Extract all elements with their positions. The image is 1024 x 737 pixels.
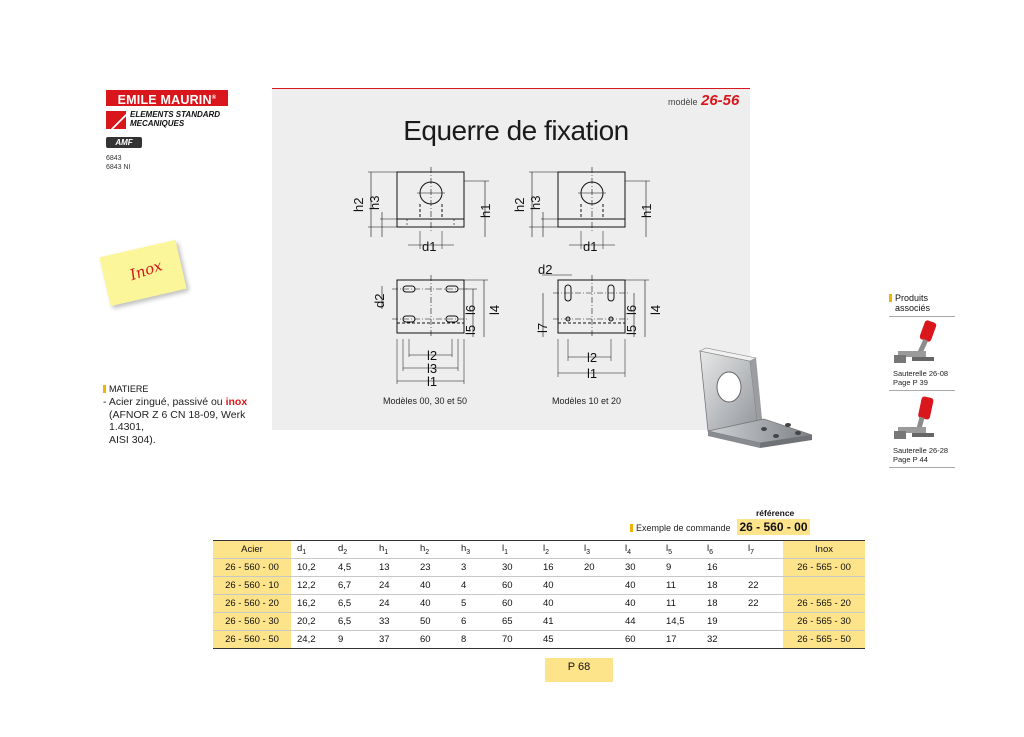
dim-h1-right: h1 <box>639 203 654 218</box>
table-row <box>213 559 865 577</box>
dimension-cell: 30 <box>496 559 537 577</box>
table-row <box>213 613 865 631</box>
steel-reference-cell: 26 - 560 - 50 <box>213 631 291 649</box>
dimension-cell: 23 <box>414 559 455 577</box>
material-inox-word: inox <box>225 396 248 408</box>
dim-h3-left: h3 <box>367 195 382 210</box>
dimension-cell: 20 <box>578 559 619 577</box>
bullet-icon <box>630 524 633 532</box>
dimension-cell: 14,5 <box>660 613 701 631</box>
toggle-clamp-image[interactable] <box>892 395 944 443</box>
table-header-cell: $h_2$ <box>414 541 455 559</box>
inox-sticky-note <box>99 240 186 306</box>
dimension-cell: 50 <box>414 613 455 631</box>
table-row <box>213 595 865 613</box>
dim-l3-left: l3 <box>427 361 438 376</box>
dim-h1-left: h1 <box>478 203 493 218</box>
table-header-cell: $l_6$ <box>701 541 742 559</box>
dimension-cell: 6 <box>455 613 496 631</box>
dimension-cell <box>742 631 783 649</box>
dimension-cell: 19 <box>701 613 742 631</box>
dim-l6-right: l6 <box>624 304 639 315</box>
dim-d1-right: d1 <box>583 239 598 254</box>
dimension-cell: 6,5 <box>332 613 373 631</box>
related-item-1-name: Sauterelle 26-08 <box>893 369 949 378</box>
dim-l1-right: l1 <box>587 366 598 381</box>
dimension-cell: 18 <box>701 577 742 595</box>
material-heading: MATIERE <box>103 384 148 394</box>
dimension-cell: 40 <box>619 577 660 595</box>
page-number: P 68 <box>545 658 613 682</box>
material-line1: - Acier zingué, passivé ou <box>103 396 226 408</box>
dimension-cell: 40 <box>414 577 455 595</box>
dim-h2-left: h2 <box>351 197 366 212</box>
dimension-cell <box>578 631 619 649</box>
model-label: modèle <box>668 97 698 107</box>
dim-l4-right: l4 <box>648 304 663 315</box>
related-item-2-page: Page P 44 <box>893 455 928 464</box>
table-header-cell: $l_2$ <box>537 541 578 559</box>
dimension-cell: 40 <box>537 595 578 613</box>
dimension-cell <box>742 559 783 577</box>
afnor-badge: AMF <box>106 137 142 148</box>
table-header-cell: $l_1$ <box>496 541 537 559</box>
steel-reference-cell: 26 - 560 - 20 <box>213 595 291 613</box>
page-title: Equerre de fixation <box>403 115 629 146</box>
dimension-cell: 4,5 <box>332 559 373 577</box>
dimension-cell: 3 <box>455 559 496 577</box>
related-divider <box>889 467 955 468</box>
dimension-cell: 40 <box>537 577 578 595</box>
dimension-cell: 11 <box>660 577 701 595</box>
dim-l4-left: l4 <box>487 304 502 315</box>
front-view-right <box>512 167 654 254</box>
brand-sub-line1: ELEMENTS STANDARD <box>130 110 221 119</box>
table-header-cell: $l_4$ <box>619 541 660 559</box>
dimension-cell: 4 <box>455 577 496 595</box>
caption-models-10-20: Modèles 10 et 20 <box>552 396 622 406</box>
related-item-2[interactable] <box>893 446 948 464</box>
steel-reference-cell: 26 - 560 - 00 <box>213 559 291 577</box>
bullet-icon <box>103 385 106 393</box>
table-body <box>213 559 865 649</box>
dimension-cell: 60 <box>414 631 455 649</box>
material-description <box>103 396 278 446</box>
spec-table <box>213 540 865 649</box>
dimension-cell <box>578 595 619 613</box>
dimension-cell <box>578 577 619 595</box>
dimension-cell: 40 <box>619 595 660 613</box>
dimension-cell: 45 <box>537 631 578 649</box>
dimension-cell: 16 <box>701 559 742 577</box>
dimension-cell: 18 <box>701 595 742 613</box>
model-number: 26-56 <box>701 92 740 109</box>
plan-view-right <box>535 262 663 381</box>
reference-label: référence <box>756 508 795 518</box>
dimension-cell: 6,7 <box>332 577 373 595</box>
dim-d2-right: d2 <box>538 262 553 277</box>
dim-l2-right: l2 <box>587 350 598 365</box>
dim-l5-right: l5 <box>624 324 639 335</box>
dimension-cell: 30 <box>619 559 660 577</box>
dimension-cell: 22 <box>742 595 783 613</box>
dimension-cell: 24,2 <box>291 631 332 649</box>
table-header-cell: $l_3$ <box>578 541 619 559</box>
inox-reference-cell <box>783 577 865 595</box>
dim-d2-left: d2 <box>372 293 387 308</box>
front-view-left <box>351 167 493 254</box>
dimension-cell: 20,2 <box>291 613 332 631</box>
dim-l1-left: l1 <box>427 374 438 389</box>
related-divider <box>889 390 955 391</box>
dimension-cell: 44 <box>619 613 660 631</box>
dimension-cell: 6,5 <box>332 595 373 613</box>
dimension-cell: 41 <box>537 613 578 631</box>
steel-reference-cell: 26 - 560 - 30 <box>213 613 291 631</box>
dimension-cell: 24 <box>373 595 414 613</box>
brand-logo <box>106 90 228 106</box>
dim-d1-left: d1 <box>422 239 437 254</box>
table-header-cell: $l_5$ <box>660 541 701 559</box>
dimension-cell: 11 <box>660 595 701 613</box>
dim-l6-left: l6 <box>463 304 478 315</box>
dimension-cell: 24 <box>373 577 414 595</box>
dimension-cell: 60 <box>496 595 537 613</box>
dim-l2-left: l2 <box>427 348 438 363</box>
brand-stripe-icon <box>106 111 126 129</box>
table-header-row <box>213 541 865 559</box>
inox-reference-cell: 26 - 565 - 50 <box>783 631 865 649</box>
dimension-cell: 16 <box>537 559 578 577</box>
catalog-codes <box>106 154 131 172</box>
bullet-icon <box>889 294 892 302</box>
plan-view-left <box>372 275 502 389</box>
table-header-cell: Acier <box>213 541 291 559</box>
catalog-code-1: 6843 <box>106 155 122 162</box>
steel-reference-cell: 26 - 560 - 10 <box>213 577 291 595</box>
dimension-cell: 8 <box>455 631 496 649</box>
dimension-cell: 22 <box>742 577 783 595</box>
brand-sub-line2: MECANIQUES <box>130 119 185 128</box>
dim-l7-right: l7 <box>535 322 550 333</box>
table-header-cell: $l_7$ <box>742 541 783 559</box>
dimension-cell: 70 <box>496 631 537 649</box>
dim-l5-left: l5 <box>463 324 478 335</box>
dimension-cell: 17 <box>660 631 701 649</box>
dimension-cell: 60 <box>496 577 537 595</box>
dimension-cell: 10,2 <box>291 559 332 577</box>
dimension-cell: 37 <box>373 631 414 649</box>
related-divider <box>889 316 955 317</box>
table-header-cell: $h_3$ <box>455 541 496 559</box>
dimension-cell <box>742 613 783 631</box>
dimension-cell: 16,2 <box>291 595 332 613</box>
sticky-note-text: Inox <box>127 256 165 285</box>
technical-drawing <box>272 89 750 430</box>
related-products-heading: Produits associés <box>889 293 930 313</box>
bracket-photo <box>694 347 816 459</box>
table-row <box>213 577 865 595</box>
material-line3: AISI 304). <box>109 433 156 446</box>
related-item-1-page: Page P 39 <box>893 378 928 387</box>
dimension-cell: 32 <box>701 631 742 649</box>
table-header-cell: $d_2$ <box>332 541 373 559</box>
dimension-cell: 60 <box>619 631 660 649</box>
dimension-cell: 5 <box>455 595 496 613</box>
dim-h3-right: h3 <box>528 195 543 210</box>
table-header-cell: $d_1$ <box>291 541 332 559</box>
caption-models-00-30-50: Modèles 00, 30 et 50 <box>383 396 468 406</box>
dim-h2-right: h2 <box>512 197 527 212</box>
order-example-value: 26 - 560 - 00 <box>737 519 810 535</box>
dimension-cell: 12,2 <box>291 577 332 595</box>
dimension-cell: 33 <box>373 613 414 631</box>
brand-name: EMILE MAURIN <box>117 93 212 108</box>
inox-reference-cell: 26 - 565 - 30 <box>783 613 865 631</box>
dimension-cell: 9 <box>332 631 373 649</box>
material-line2: (AFNOR Z 6 CN 18-09, Werk 1.4301, <box>109 408 246 433</box>
toggle-clamp-image[interactable] <box>892 319 944 367</box>
dimension-cell: 13 <box>373 559 414 577</box>
inox-reference-cell: 26 - 565 - 00 <box>783 559 865 577</box>
catalog-code-2: 6843 NI <box>106 164 131 171</box>
dimension-cell: 9 <box>660 559 701 577</box>
brand-registered-mark: ® <box>211 95 217 101</box>
order-example-label: Exemple de commande <box>630 523 731 533</box>
dimension-cell: 40 <box>414 595 455 613</box>
related-item-1[interactable] <box>893 369 948 387</box>
related-item-2-name: Sauterelle 26-28 <box>893 446 949 455</box>
table-header-cell: $h_1$ <box>373 541 414 559</box>
dimension-cell <box>578 613 619 631</box>
dimension-cell: 65 <box>496 613 537 631</box>
table-row <box>213 631 865 649</box>
inox-reference-cell: 26 - 565 - 20 <box>783 595 865 613</box>
table-header-cell: Inox <box>783 541 865 559</box>
